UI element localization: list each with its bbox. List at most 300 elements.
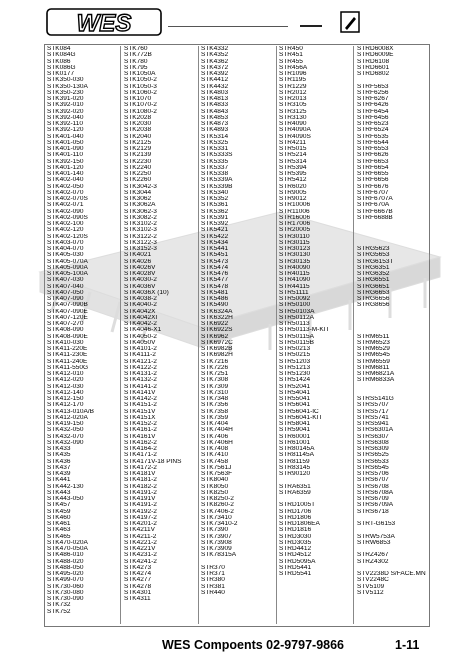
part-number: STK412-030 — [47, 383, 84, 390]
part-number: STV5109 — [357, 583, 385, 590]
part-number: STR50113 — [279, 321, 310, 327]
part-number: STR5214 — [279, 152, 307, 159]
part-number: STK4161V — [124, 433, 156, 440]
part-number: STK1070 — [124, 96, 152, 102]
part-number: STK4121-2 — [124, 358, 157, 365]
parts-column-3 — [201, 46, 275, 596]
part-number: STK412-020A — [47, 414, 88, 421]
part-number: STK730-090 — [47, 596, 84, 602]
part-number: STK5362 — [201, 208, 229, 215]
part-number: STR51213 — [279, 364, 311, 371]
part-number: STR30110 — [279, 233, 310, 240]
part-number: STK4231-2 — [124, 552, 157, 559]
part-number: STK5441 — [201, 246, 229, 252]
part-number: STR50213 — [279, 346, 311, 352]
part-number: STRD1706 — [279, 508, 312, 515]
part-number: STK432-050 — [47, 427, 84, 434]
part-number: STK392-010 — [47, 102, 84, 109]
part-number: STK4141-2 — [124, 383, 157, 390]
part-number: STK4028V — [124, 271, 156, 277]
part-number: STR40115 — [279, 271, 310, 277]
part-number: STK2030 — [124, 121, 152, 127]
part-number: STK7216 — [201, 358, 229, 365]
part-number: STK4171V-18 PINS — [124, 458, 182, 465]
part-number: STK8250-2 — [201, 496, 234, 502]
part-number: STK2129 — [124, 146, 152, 152]
part-number: STR59041 — [279, 427, 311, 434]
part-number: STR58041 — [279, 421, 311, 427]
part-number: STK7359 — [201, 414, 229, 421]
part-number: STK407-090B — [47, 302, 88, 309]
part-number: STK442-130 — [47, 483, 84, 490]
part-number: STK5333S — [201, 152, 233, 159]
part-number: STK402-070S — [47, 196, 88, 202]
part-number: STR10006 — [279, 202, 311, 209]
part-number: STK4813 — [201, 96, 229, 102]
part-number: STK4221-2 — [124, 539, 157, 546]
part-number: STRF6656 — [357, 177, 389, 184]
part-number: STK3122-2 — [124, 233, 157, 240]
part-number: STRD6009E — [357, 52, 394, 59]
parts-column-5 — [357, 46, 429, 596]
part-number: STR51111 — [279, 289, 309, 296]
part-number: STR83145 — [279, 464, 311, 471]
part-number: STK432-090 — [47, 439, 84, 446]
part-number: STK488-020 — [47, 558, 84, 565]
part-number: STK5434 — [201, 239, 229, 246]
part-number: STR5394 — [279, 164, 307, 171]
part-number: STK4026V — [124, 264, 156, 271]
part-number: STK5421 — [201, 227, 229, 234]
part-number: STR30115 — [279, 239, 310, 246]
part-number: STR6020 — [279, 183, 307, 190]
part-number: STK8250 — [201, 489, 229, 496]
part-number: STK402-040 — [47, 177, 84, 184]
part-number: STR40090 — [279, 264, 311, 271]
part-number: STR50115B — [279, 339, 314, 346]
part-number: STK4273 — [124, 564, 152, 571]
part-number: STR1195 — [279, 77, 306, 84]
part-number: STK412-150 — [47, 396, 84, 402]
part-number: STR4090S — [279, 133, 311, 140]
part-number: STR54041 — [279, 389, 311, 396]
part-number: STK4151X — [124, 414, 156, 421]
part-number: STK401-110 — [47, 152, 84, 159]
part-number: STK5331 — [201, 146, 229, 152]
parts-column-1 — [47, 46, 119, 615]
part-number: STR51203 — [279, 358, 311, 365]
part-number: STK402-100 — [47, 221, 84, 227]
parts-column-4 — [279, 46, 352, 577]
pen-icon — [340, 11, 360, 33]
part-number: STK4181V — [124, 471, 156, 477]
part-number: STR440 — [201, 589, 225, 596]
part-number: STK405-030 — [47, 252, 84, 259]
part-number: STR50115A — [279, 333, 314, 340]
part-number: STK392-040 — [47, 114, 84, 121]
part-number: STK7561J — [201, 464, 232, 471]
part-number: STK4277 — [124, 577, 152, 584]
part-number: STK392-020 — [47, 108, 84, 115]
part-number: STK4162-2 — [124, 439, 157, 446]
part-number: STK4352 — [201, 52, 229, 59]
part-number: STK752 — [47, 608, 71, 615]
part-number: STRD1806 — [279, 514, 312, 521]
part-number: STK403-070 — [47, 239, 84, 246]
part-number: STK7226 — [201, 364, 229, 371]
part-number: STK2040 — [124, 133, 152, 140]
part-number: STK441 — [47, 477, 71, 484]
part-number: STK4311 — [124, 596, 151, 602]
part-number: STRS5717 — [357, 408, 389, 415]
part-number: STK4332 — [201, 46, 229, 52]
part-number: STR455 — [279, 58, 303, 65]
part-number: STK5481 — [201, 289, 229, 296]
part-number: STRF6456 — [357, 114, 389, 121]
part-number: STRD6802 — [357, 71, 390, 77]
part-number: STR50113-M-KIT — [279, 327, 330, 334]
part-number: STK4221V — [124, 546, 156, 552]
part-number: STK4392 — [201, 71, 229, 77]
part-number: STR5395 — [279, 171, 307, 177]
page-number: 1-11 — [395, 638, 420, 652]
part-number: STK407-090 — [47, 296, 84, 302]
part-number: STK5478 — [201, 283, 229, 290]
part-number: STRZ4302 — [357, 558, 389, 565]
part-number: STR381 — [201, 583, 225, 590]
page-footer — [0, 632, 474, 662]
part-number: STK4036V — [124, 283, 156, 290]
part-number: STK408-090 — [47, 327, 84, 334]
part-number: STK412-140 — [47, 389, 84, 396]
part-number: STRD6108 — [357, 58, 390, 65]
parts-column-2 — [124, 46, 197, 602]
part-number: STK4191-2 — [124, 489, 157, 496]
part-number: STK4241-2 — [124, 558, 157, 565]
part-number: STK392-150 — [47, 158, 84, 165]
part-number: STR3105 — [279, 102, 307, 109]
part-number: STRS5741 — [357, 414, 389, 421]
part-number: STK401-120 — [47, 164, 84, 171]
part-number: STK4182-2 — [124, 483, 157, 490]
part-number: STK411-550G — [47, 364, 89, 371]
part-number: STR50092 — [279, 296, 311, 302]
part-number: STK407-050 — [47, 289, 84, 296]
part-number: STK4111-2 — [124, 352, 156, 359]
column-divider — [276, 46, 277, 624]
part-number: STK78315A — [201, 552, 237, 559]
part-number: STK5325 — [201, 139, 229, 146]
part-number: STK4278 — [124, 583, 152, 590]
part-number: STK5339B — [201, 183, 233, 190]
part-number: STK402-090 — [47, 208, 84, 215]
part-number: STK7251 — [201, 371, 229, 377]
part-number: STK6324A — [201, 308, 233, 315]
part-number: STRG6551 — [357, 277, 390, 284]
part-number: STK4274 — [124, 571, 152, 577]
part-number: STRG5623 — [357, 246, 390, 252]
part-number: STK5451 — [201, 252, 229, 259]
part-number: STK350-130A — [47, 83, 88, 90]
part-number: STR20005 — [279, 227, 311, 234]
header-dash — [300, 25, 322, 27]
part-number: STK4046-X1 — [124, 327, 162, 334]
part-number: STK407-120E — [47, 314, 88, 321]
part-number: STRS6708 — [357, 483, 389, 490]
part-number: STRG8656 — [357, 302, 390, 309]
part-number: STRD5541 — [279, 571, 312, 577]
column-divider — [120, 46, 121, 624]
part-number: STK436 — [47, 458, 71, 465]
part-number: STK407-270 — [47, 321, 84, 327]
column-divider — [198, 46, 199, 624]
part-number: STR4211 — [279, 139, 306, 146]
part-number: STRZ4267 — [357, 552, 389, 559]
part-number: STK5335 — [201, 158, 229, 165]
part-number: STR52041 — [279, 383, 311, 390]
part-number: STK435 — [47, 452, 71, 459]
part-number: STK6962 — [201, 333, 229, 340]
part-number: STK8050 — [201, 483, 229, 490]
part-number: STR4090A — [279, 127, 311, 134]
part-number: STK5477 — [201, 277, 229, 284]
part-number: STK402-120S — [47, 233, 88, 240]
part-number: STK7309 — [201, 383, 229, 390]
part-number: STR5015 — [279, 146, 307, 152]
part-number: STRD5441 — [279, 564, 312, 571]
part-number: STK402-071 — [47, 202, 84, 209]
part-number: STK443 — [47, 489, 71, 496]
part-number: STV5112 — [357, 589, 384, 596]
part-number: STK4301 — [124, 589, 152, 596]
part-number: STRM6523 — [357, 339, 390, 346]
part-number: STK411-230E — [47, 352, 88, 359]
part-number: STK2125 — [124, 139, 152, 146]
part-number: STRM6511 — [357, 333, 390, 340]
part-number: STRS6525 — [357, 452, 389, 459]
part-number: STRG6153T — [357, 258, 394, 265]
part-number: STR11006 — [279, 208, 310, 215]
part-number: STRF5653 — [357, 83, 389, 90]
part-number: STK5391 — [201, 214, 229, 221]
part-number: STK7310 — [201, 389, 229, 396]
part-number: STK4142-2 — [124, 396, 157, 402]
part-number: STK488-050 — [47, 564, 84, 571]
part-number: STRS5706 — [357, 471, 389, 477]
part-number: STK4843 — [201, 108, 229, 115]
part-number: STR2013 — [279, 96, 307, 102]
part-number: STK4101-2 — [124, 346, 157, 352]
part-number: STK499-070 — [47, 577, 84, 584]
part-number: STRM6811 — [357, 364, 390, 371]
part-number: STR456A — [279, 64, 308, 71]
part-number: STK3044 — [124, 189, 152, 196]
part-number: STR5412 — [279, 177, 307, 184]
part-number: STRM6821A — [357, 371, 395, 377]
part-number: STRS6301A — [357, 427, 394, 434]
part-number: STK5422 — [201, 233, 229, 240]
part-number: STRG6651 — [357, 283, 390, 290]
part-number: STV2238D S/FACE.MN — [357, 571, 426, 577]
part-number: STK4132-2 — [124, 377, 157, 384]
part-number: STK7404H — [201, 427, 233, 434]
part-number: STK460 — [47, 514, 71, 521]
part-number: STRG6656 — [357, 296, 390, 302]
part-number: STK408-090E — [47, 333, 88, 340]
part-number: STR30123 — [279, 246, 311, 252]
part-number: STRD3035 — [279, 539, 312, 546]
part-number: STK405-090A — [47, 264, 88, 271]
part-number: STK4172-2 — [124, 464, 157, 471]
part-number: STK4038-2 — [124, 296, 157, 302]
part-number: STK7406-2 — [201, 508, 234, 515]
part-number: STK4030-2 — [124, 277, 157, 284]
part-number: STK3082-2 — [124, 214, 157, 221]
part-number: STK6982B — [201, 346, 233, 352]
part-number: STV2248C — [357, 577, 389, 584]
part-number: STK443-050 — [47, 496, 84, 502]
part-number: STK3062-3 — [124, 208, 157, 215]
part-number: STRG5653 — [357, 252, 390, 259]
part-number: STK402-050 — [47, 183, 84, 190]
part-number: STK407-040 — [47, 283, 84, 290]
part-number: STK392-120 — [47, 127, 84, 134]
part-number: STK463 — [47, 527, 71, 534]
page-header — [0, 0, 474, 40]
part-number: STK402-070 — [47, 189, 84, 196]
part-number: STR3130 — [279, 114, 307, 121]
part-number: STK439 — [47, 471, 71, 477]
part-number: STR9005 — [279, 189, 307, 196]
part-number: STRS6533 — [357, 458, 389, 465]
part-number: STK5340 — [201, 189, 229, 196]
part-number: STRF6535 — [357, 133, 389, 140]
part-number: STK7408 — [201, 446, 229, 452]
part-number: STRM6559 — [357, 358, 390, 365]
part-number: STK5314 — [201, 133, 229, 140]
part-number: STR30135 — [279, 258, 311, 265]
part-number: STK412-010 — [47, 371, 84, 377]
part-number: STK8040 — [201, 477, 229, 484]
part-number: STR50103A — [279, 308, 315, 315]
part-number: STK5476 — [201, 271, 229, 277]
part-number: STK73908 — [201, 539, 232, 546]
part-number: STK3122-3 — [124, 239, 157, 246]
part-number: STK2260 — [124, 177, 152, 184]
part-number: STRS5141G — [357, 396, 394, 402]
part-number: STK4050-2 — [124, 333, 157, 340]
part-number: STRD5095A — [279, 558, 316, 565]
part-number: STK5486 — [201, 296, 229, 302]
part-number: STR90120 — [279, 471, 311, 477]
part-number: STK4021 — [124, 252, 152, 259]
part-number: STK486-010 — [47, 552, 84, 559]
part-number: STK4152-2 — [124, 421, 157, 427]
part-number: STRF6653 — [357, 158, 389, 165]
part-number: STK4191-2 — [124, 502, 157, 509]
footer-title: WES Compoents 02-9797-9866 — [162, 638, 345, 652]
part-number: STK6972C — [201, 339, 233, 346]
part-number: STRS6709 — [357, 496, 389, 502]
part-number: STRF6707A — [357, 196, 393, 202]
part-number: STR380 — [201, 577, 225, 584]
part-number: STRD6008X — [357, 46, 394, 52]
part-number: STK7563F — [201, 471, 233, 477]
part-number: STK405-100A — [47, 271, 88, 277]
part-number: STR450 — [279, 46, 303, 52]
part-number: STK7390 — [201, 527, 229, 534]
part-number: STK4412 — [201, 77, 229, 84]
part-number: STR81145A — [279, 452, 314, 459]
part-number: STK084G — [47, 52, 76, 59]
part-number: STK732 — [47, 602, 71, 609]
part-number: STK4191V — [124, 496, 156, 502]
part-number: STK401-050 — [47, 139, 84, 146]
part-number: STK5337 — [201, 164, 229, 171]
part-number: STK4873 — [201, 121, 229, 127]
part-number: STRD4412 — [279, 546, 312, 552]
wes-logo — [46, 8, 162, 36]
part-number: STRG6352 — [357, 271, 390, 277]
part-number: STK419-150 — [47, 421, 84, 427]
part-number: STK1050-3 — [124, 83, 157, 90]
part-number: STK73909 — [201, 546, 232, 552]
part-number: STK4040-2 — [124, 302, 157, 309]
part-number: STK5474 — [201, 264, 229, 271]
part-number: STRD4512 — [279, 552, 312, 559]
part-number: STRD1816 — [279, 527, 312, 534]
part-number: STK4201-2 — [124, 521, 157, 527]
part-number: STRM6545 — [357, 352, 390, 359]
part-number: STRS5941 — [357, 421, 389, 427]
part-number: STK4192-2 — [124, 508, 157, 515]
part-number: STK4050V — [124, 339, 156, 346]
part-number: STK470-050A — [47, 546, 88, 552]
part-number: STK086 — [47, 58, 71, 65]
part-number: STK780 — [124, 58, 148, 65]
part-number: STRA6359 — [279, 489, 311, 496]
part-number: STK4026 — [124, 258, 152, 265]
part-number: STK5392 — [201, 221, 229, 227]
part-number: STR51230 — [279, 371, 311, 377]
part-number: STK470-020A — [47, 539, 88, 546]
part-number: STK2230 — [124, 158, 152, 165]
part-number: STK5338 — [201, 171, 229, 177]
part-number: STK3152-3 — [124, 246, 157, 252]
part-number: STR451 — [279, 52, 303, 59]
part-number: STK437 — [47, 464, 71, 471]
part-number: STRF6553 — [357, 146, 389, 152]
part-number: STK4042XI — [124, 314, 158, 321]
part-number: STR1229 — [279, 83, 307, 90]
part-number: STK4181-2 — [124, 477, 157, 484]
part-number: STRA6351 — [279, 483, 311, 490]
part-number: STK73410-2 — [201, 521, 238, 527]
part-number: STK4151-2 — [124, 402, 157, 409]
part-number: STK391-020 — [47, 96, 84, 102]
part-number: STRD3030 — [279, 533, 312, 540]
part-number: STK392-110 — [47, 121, 84, 127]
part-number: STRD1005T — [279, 502, 316, 509]
part-number: STK4042X — [124, 308, 156, 315]
part-number: STK084 — [47, 46, 71, 52]
part-number: STK4042-2 — [124, 321, 157, 327]
part-number: STK2028 — [124, 114, 152, 121]
part-number: STRS6307 — [357, 433, 389, 440]
part-number: STK407-090E — [47, 308, 88, 315]
part-number: STK5473 — [201, 258, 229, 265]
part-number: STK4833 — [201, 102, 229, 109]
